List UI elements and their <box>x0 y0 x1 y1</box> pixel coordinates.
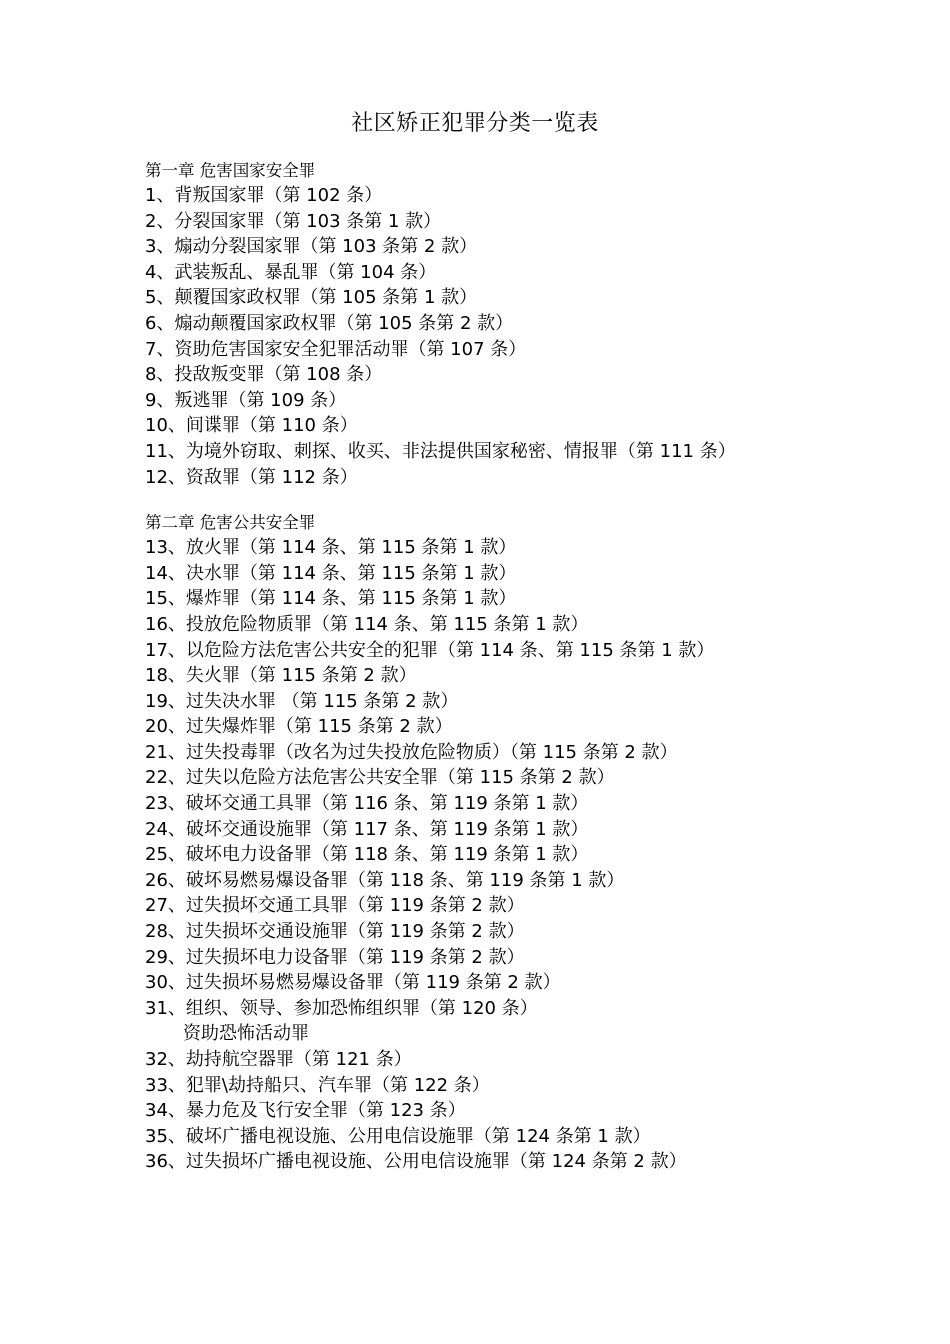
list-item: 1、背叛国家罪（第 102 条） <box>145 185 383 206</box>
list-item: 32、劫持航空器罪（第 121 条） <box>145 1049 412 1070</box>
list-item: 8、投敌叛变罪（第 108 条） <box>145 364 383 386</box>
chapter-1 <box>145 159 905 490</box>
list-item: 13、放火罪（第 114 条、第 115 条第 1 款） <box>145 537 517 559</box>
list-item: 4、武装叛乱、暴乱罪（第 104 条） <box>145 261 437 283</box>
list-item: 25、破坏电力设备罪（第 118 条、第 119 条第 1 款） <box>145 844 589 866</box>
list-item: 18、失火罪（第 115 条第 2 款） <box>145 665 417 687</box>
list-item: 36、过失损坏广播电视设施、公用电信设施罪（第 124 条第 2 款） <box>145 1151 687 1173</box>
chapter-heading: 第一章 危害国家安全罪 <box>145 161 316 180</box>
list-item: 11、为境外窃取、刺探、收买、非法提供国家秘密、情报罪（第 111 条） <box>145 440 736 462</box>
list-item: 17、以危险方法危害公共安全的犯罪（第 114 条、第 115 条第 1 款） <box>145 639 715 661</box>
chapter-heading: 第二章 危害公共安全罪 <box>145 513 316 533</box>
list-item: 7、资助危害国家安全犯罪活动罪（第 107 条） <box>145 338 527 360</box>
list-item-continuation: 资助恐怖活动罪 <box>183 1023 309 1045</box>
list-item: 6、煽动颠覆国家政权罪（第 105 条第 2 款） <box>145 312 514 334</box>
list-item: 12、资敌罪（第 112 条） <box>145 466 358 488</box>
list-item: 24、破坏交通设施罪（第 117 条、第 119 条第 1 款） <box>145 818 589 840</box>
list-item: 3、煽动分裂国家罪（第 103 条第 2 款） <box>145 236 478 258</box>
list-item: 22、过失以危险方法危害公共安全罪（第 115 条第 2 款） <box>145 767 615 789</box>
document-title: 社区矫正犯罪分类一览表 <box>351 111 599 136</box>
list-item: 21、过失投毒罪（改名为过失投放危险物质）（第 115 条第 2 款） <box>145 741 678 763</box>
list-item: 28、过失损坏交通设施罪（第 119 条第 2 款） <box>145 921 525 943</box>
chapter-2 <box>145 511 905 1175</box>
list-item: 34、暴力危及飞行安全罪（第 123 条） <box>145 1100 466 1122</box>
list-item: 30、过失损坏易燃易爆设备罪（第 119 条第 2 款） <box>145 972 561 994</box>
list-item: 2、分裂国家罪（第 103 条第 1 款） <box>145 210 442 232</box>
list-item: 10、间谍罪（第 110 条） <box>145 415 358 437</box>
list-item: 16、投放危险物质罪（第 114 条、第 115 条第 1 款） <box>145 613 589 635</box>
list-item: 33、犯罪\劫持船只、汽车罪（第 122 条） <box>145 1074 490 1096</box>
crime-list <box>145 183 905 490</box>
list-item: 15、爆炸罪（第 114 条、第 115 条第 1 款） <box>145 588 517 610</box>
list-item: 14、决水罪（第 114 条、第 115 条第 1 款） <box>145 562 517 584</box>
list-item: 29、过失损坏电力设备罪（第 119 条第 2 款） <box>145 946 525 968</box>
list-item: 26、破坏易燃易爆设备罪（第 118 条、第 119 条第 1 款） <box>145 869 625 891</box>
list-item: 5、颠覆国家政权罪（第 105 条第 1 款） <box>145 287 478 309</box>
list-item: 20、过失爆炸罪（第 115 条第 2 款） <box>145 716 453 738</box>
list-item: 27、过失损坏交通工具罪（第 119 条第 2 款） <box>145 895 525 917</box>
list-item: 19、过失决水罪 （第 115 条第 2 款） <box>145 690 459 712</box>
list-item: 31、组织、领导、参加恐怖组织罪（第 120 条） <box>145 997 538 1019</box>
list-item: 23、破坏交通工具罪（第 116 条、第 119 条第 1 款） <box>145 793 589 815</box>
list-item: 35、破坏广播电视设施、公用电信设施罪（第 124 条第 1 款） <box>145 1125 651 1147</box>
crime-list <box>145 535 905 1175</box>
document-body <box>145 159 905 1175</box>
list-item: 9、叛逃罪（第 109 条） <box>145 389 347 411</box>
